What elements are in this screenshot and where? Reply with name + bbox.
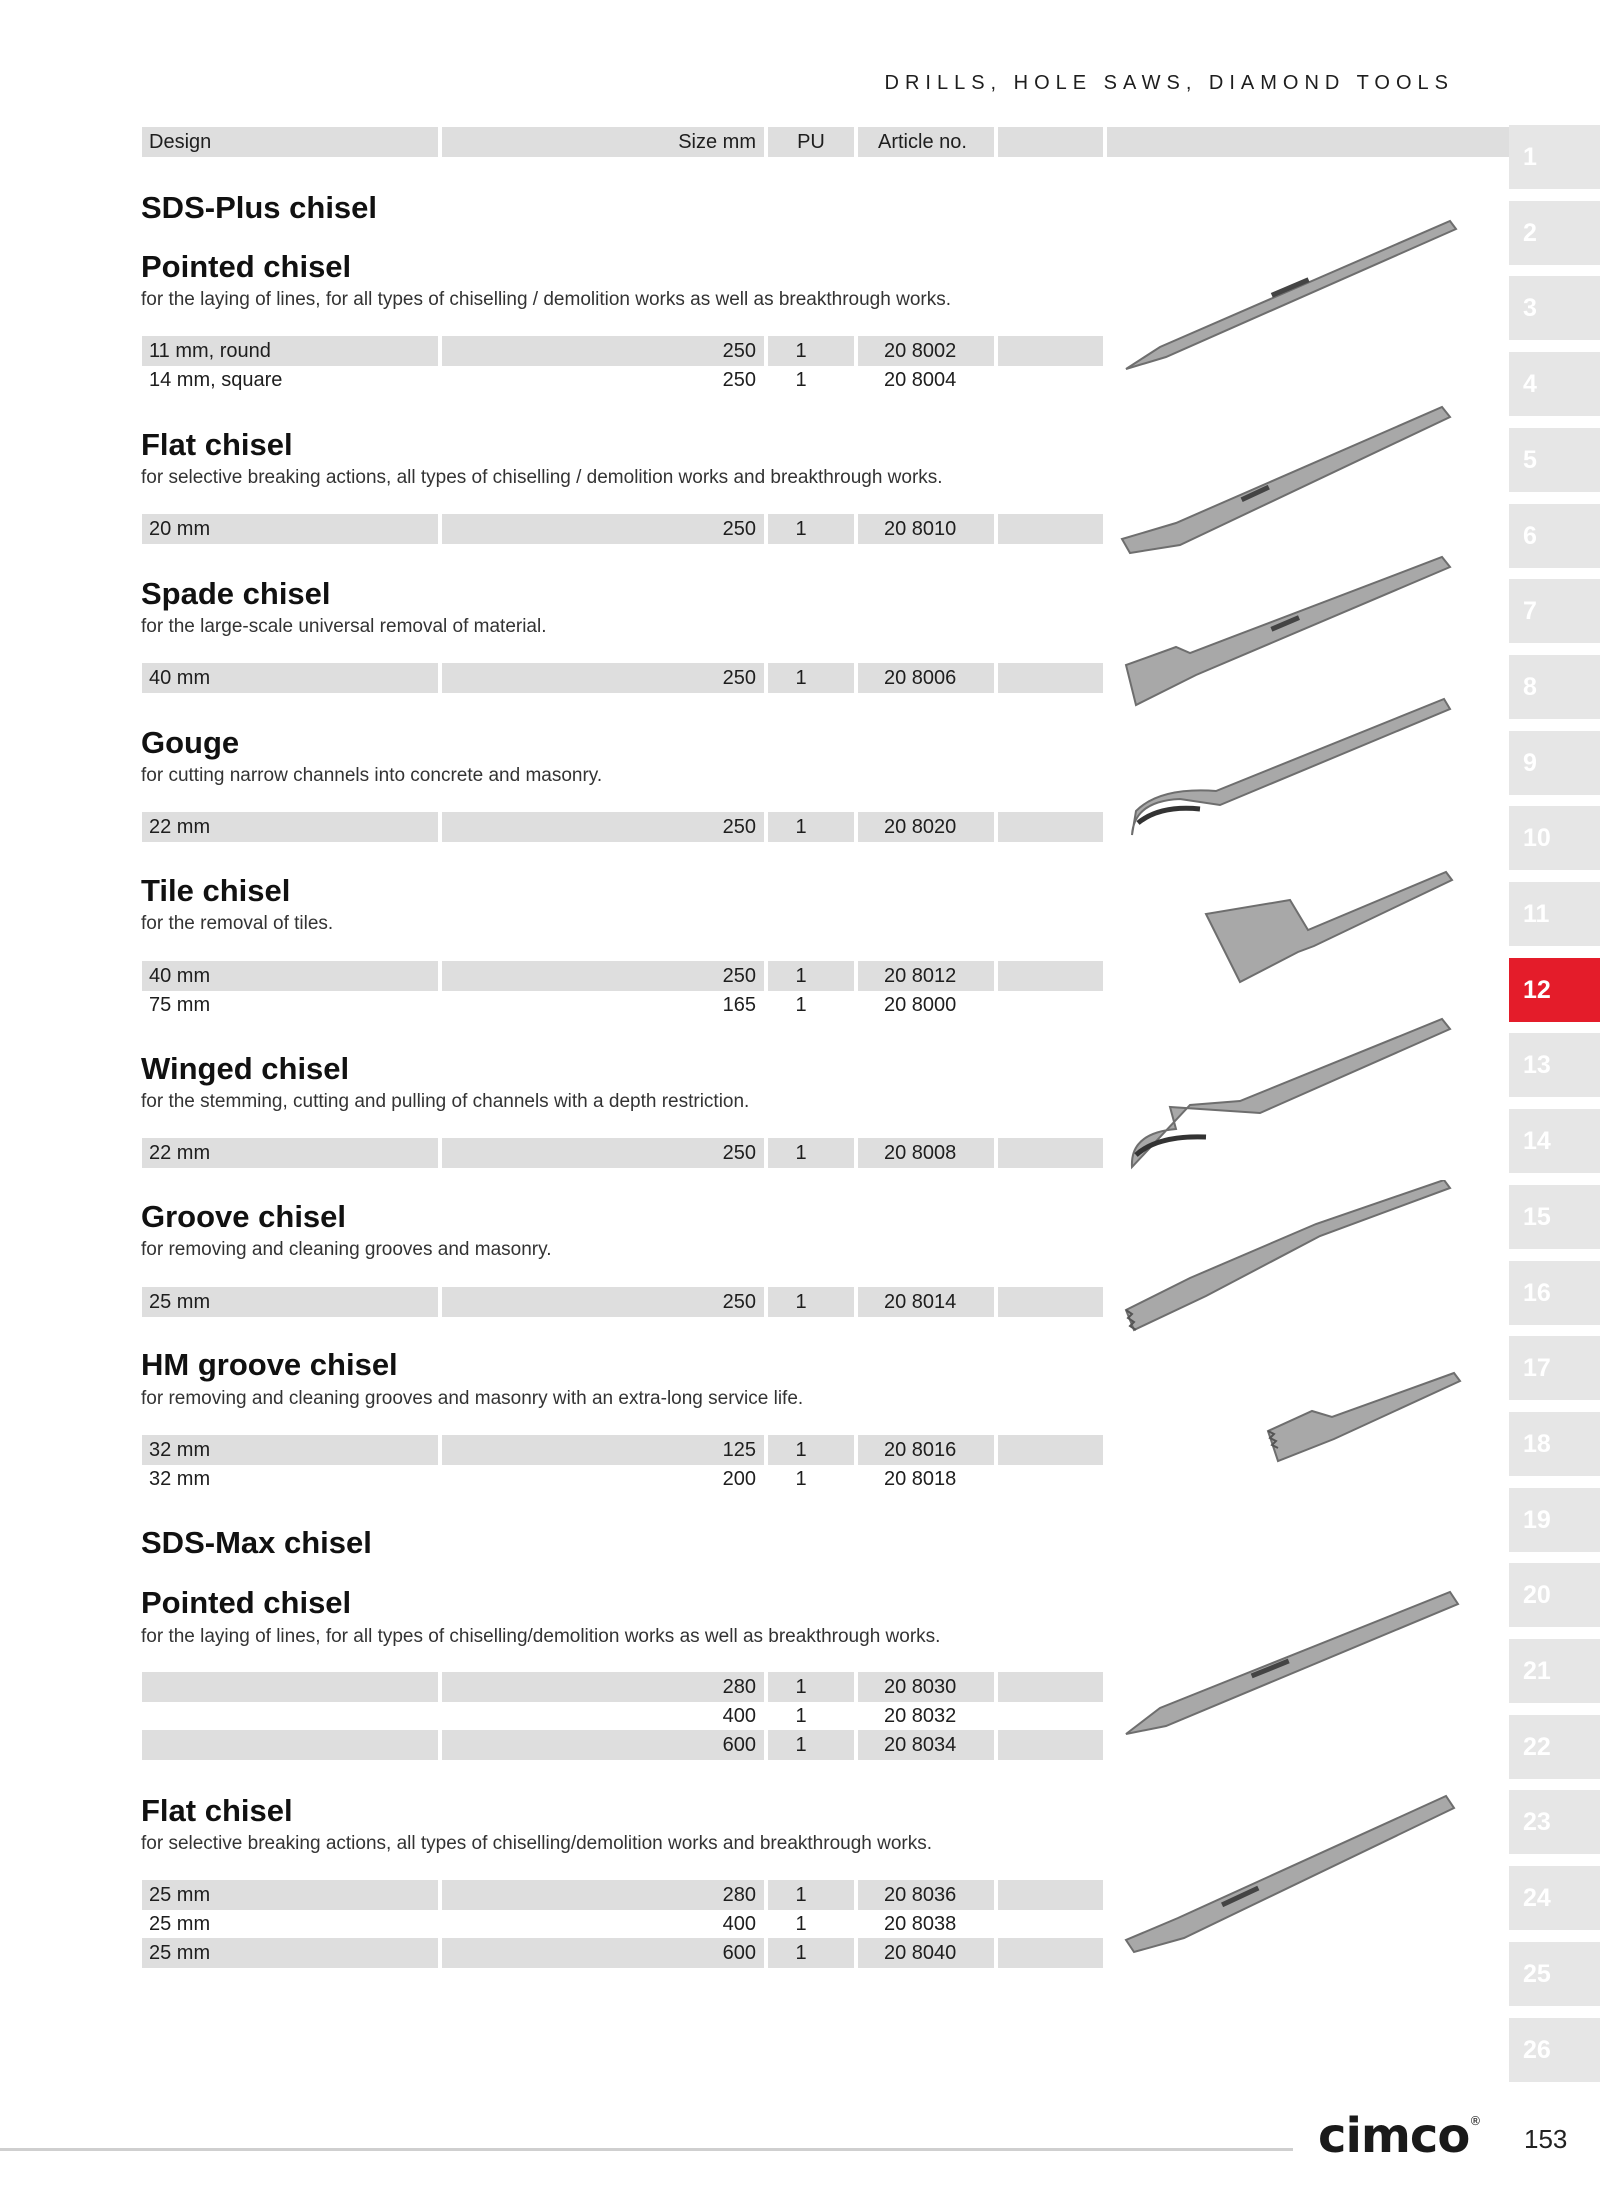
groove-chisel-plus-image [1120, 1180, 1470, 1340]
cell-article: 20 8036 [858, 1880, 994, 1910]
cell-size: 250 [442, 663, 764, 693]
cell-article: 20 8040 [858, 1938, 994, 1968]
cell-design [142, 1672, 438, 1702]
cell-pu: 1 [768, 663, 854, 693]
gouge-plus-image [1120, 695, 1470, 855]
cell-pu: 1 [768, 1138, 854, 1168]
cell-pu: 1 [768, 812, 854, 842]
section-description: for the laying of lines, for all types of chiselling / demolition works as well as breakthrough works. [141, 289, 951, 310]
cell-pu: 1 [768, 1880, 854, 1910]
cell-pu: 1 [768, 961, 854, 991]
cell-size: 280 [442, 1880, 764, 1910]
cell-pu: 1 [768, 1672, 854, 1702]
section-description: for cutting narrow channels into concrete and masonry. [141, 765, 603, 786]
cell-article: 20 8034 [858, 1730, 994, 1760]
cell-size: 250 [442, 961, 764, 991]
section-title: Flat chisel [141, 427, 293, 462]
tab-chapter-4[interactable]: 4 [1509, 352, 1600, 416]
logo-registered-mark: ® [1469, 2114, 1481, 2128]
cell-empty [998, 1701, 1103, 1731]
cell-design: 14 mm, square [149, 369, 283, 391]
cell-design [142, 1701, 438, 1731]
cell-article: 20 8010 [858, 514, 994, 544]
tab-chapter-25[interactable]: 25 [1509, 1942, 1600, 2006]
group-title-sds-max: SDS-Max chisel [141, 1525, 372, 1560]
cell-article: 20 8002 [858, 336, 994, 366]
cell-design: 22 mm [142, 1138, 438, 1168]
group-title-sds-plus: SDS-Plus chisel [141, 190, 378, 225]
column-pu: PU [768, 127, 854, 157]
column-design: Design [142, 127, 438, 157]
tab-chapter-26[interactable]: 26 [1509, 2018, 1600, 2082]
cell-empty [998, 663, 1103, 693]
cell-empty [998, 1287, 1103, 1317]
cell-pu: 1 [768, 514, 854, 544]
tab-chapter-13[interactable]: 13 [1509, 1033, 1600, 1097]
pointed-chisel-max-image [1120, 1590, 1470, 1750]
cell-empty [998, 1464, 1103, 1494]
section-title: Flat chisel [141, 1793, 293, 1828]
cell-empty [998, 1138, 1103, 1168]
hm-groove-chisel-plus-image [1260, 1365, 1470, 1475]
section-description: for removing and cleaning grooves and masonry with an extra-long service life. [141, 1388, 804, 1409]
cell-design: 40 mm [142, 663, 438, 693]
page-number: 153 [1524, 2124, 1568, 2154]
cell-empty [998, 1672, 1103, 1702]
cell-empty [998, 990, 1103, 1020]
cell-empty [998, 1938, 1103, 1968]
footer-divider [0, 2148, 1293, 2151]
section-title: Tile chisel [141, 873, 291, 908]
cell-article: 20 8006 [858, 663, 994, 693]
cell-article: 20 8018 [884, 1468, 957, 1490]
tab-chapter-14[interactable]: 14 [1509, 1109, 1600, 1173]
pointed-chisel-plus-image [1120, 215, 1470, 375]
section-description: for the stemming, cutting and pulling of channels with a depth restriction. [141, 1091, 750, 1112]
section-title: Pointed chisel [141, 249, 352, 284]
cimco-logo [1318, 2108, 1480, 2164]
cell-size: 400 [722, 1913, 756, 1935]
cell-size: 600 [442, 1730, 764, 1760]
cell-empty [998, 514, 1103, 544]
cell-design: 25 mm [142, 1938, 438, 1968]
section-description: for the laying of lines, for all types of chiselling/demolition works as well as breakthrough works. [141, 1626, 941, 1647]
tile-chisel-plus-image [1190, 870, 1470, 990]
cell-article: 20 8012 [858, 961, 994, 991]
cell-empty [998, 1435, 1103, 1465]
section-title: Gouge [141, 725, 240, 760]
tab-chapter-22[interactable]: 22 [1509, 1715, 1600, 1779]
cell-empty [998, 365, 1103, 395]
cell-pu: 1 [768, 1938, 854, 1968]
cell-pu: 1 [768, 1730, 854, 1760]
cell-size: 250 [442, 514, 764, 544]
header-title: DRILLS, HOLE SAWS, DIAMOND TOOLS [884, 72, 1454, 94]
cell-article: 20 8014 [858, 1287, 994, 1317]
tab-chapter-18[interactable]: 18 [1509, 1412, 1600, 1476]
cell-article: 20 8004 [884, 369, 957, 391]
flat-chisel-plus-image [1120, 405, 1470, 565]
cell-article: 20 8008 [858, 1138, 994, 1168]
cell-design: 11 mm, round [142, 336, 438, 366]
cell-design: 25 mm [142, 1880, 438, 1910]
flat-chisel-max-image [1120, 1790, 1470, 1960]
spade-chisel-plus-image [1120, 555, 1470, 715]
section-description: for the removal of tiles. [141, 913, 334, 934]
cell-empty [998, 961, 1103, 991]
tab-chapter-19[interactable]: 19 [1509, 1488, 1600, 1552]
section-title: Spade chisel [141, 576, 331, 611]
cell-design: 32 mm [149, 1468, 211, 1490]
cell-pu: 1 [768, 1287, 854, 1317]
cell-empty [998, 1909, 1103, 1939]
logo-text: cimco [1318, 2108, 1470, 2164]
cell-design: 20 mm [142, 514, 438, 544]
cell-pu: 1 [795, 369, 807, 391]
cell-size: 600 [442, 1938, 764, 1968]
cell-size: 250 [442, 812, 764, 842]
cell-article: 20 8020 [858, 812, 994, 842]
cell-size: 200 [722, 1468, 756, 1490]
cell-design: 25 mm [142, 1287, 438, 1317]
section-description: for selective breaking actions, all types of chiselling/demolition works and breakthrough works. [141, 1833, 933, 1854]
tab-chapter-2[interactable]: 2 [1509, 201, 1600, 265]
section-description: for removing and cleaning grooves and masonry. [141, 1239, 552, 1260]
tab-chapter-21[interactable]: 21 [1509, 1639, 1600, 1703]
cell-pu: 1 [795, 994, 807, 1016]
cell-pu: 1 [768, 336, 854, 366]
column-article: Article no. [858, 127, 994, 157]
cell-size: 250 [442, 336, 764, 366]
section-description: for selective breaking actions, all types of chiselling / demolition works and breakthrough works. [141, 467, 943, 488]
cell-size: 400 [722, 1705, 756, 1727]
cell-design: 25 mm [149, 1913, 211, 1935]
tab-chapter-11[interactable]: 11 [1509, 882, 1600, 946]
cell-article: 20 8030 [858, 1672, 994, 1702]
cell-size: 280 [442, 1672, 764, 1702]
tab-chapter-24[interactable]: 24 [1509, 1866, 1600, 1930]
tab-chapter-10[interactable]: 10 [1509, 806, 1600, 870]
section-title: Winged chisel [141, 1051, 350, 1086]
cell-article: 20 8000 [884, 994, 957, 1016]
tab-chapter-7[interactable]: 7 [1509, 579, 1600, 643]
cell-size: 125 [442, 1435, 764, 1465]
cell-pu: 1 [768, 1435, 854, 1465]
cell-article: 20 8016 [858, 1435, 994, 1465]
column-empty [998, 127, 1103, 157]
cell-empty [998, 1730, 1103, 1760]
section-title: Groove chisel [141, 1199, 347, 1234]
tab-chapter-15[interactable]: 15 [1509, 1185, 1600, 1249]
tab-chapter-12[interactable]: 12 [1509, 958, 1600, 1022]
cell-pu: 1 [795, 1913, 807, 1935]
tab-chapter-9[interactable]: 9 [1509, 731, 1600, 795]
cell-empty [998, 812, 1103, 842]
cell-design [142, 1730, 438, 1760]
cell-article: 20 8038 [884, 1913, 957, 1935]
cell-design: 32 mm [142, 1435, 438, 1465]
tab-chapter-23[interactable]: 23 [1509, 1790, 1600, 1854]
tab-chapter-20[interactable]: 20 [1509, 1563, 1600, 1627]
cell-size: 165 [722, 994, 756, 1016]
tab-chapter-1[interactable]: 1 [1509, 125, 1600, 189]
tab-chapter-17[interactable]: 17 [1509, 1336, 1600, 1400]
section-title: Pointed chisel [141, 1585, 352, 1620]
cell-empty [998, 336, 1103, 366]
winged-chisel-plus-image [1120, 1015, 1470, 1175]
section-title: HM groove chisel [141, 1347, 398, 1382]
section-description: for the large-scale universal removal of material. [141, 616, 547, 637]
cell-article: 20 8032 [884, 1705, 957, 1727]
tab-chapter-6[interactable]: 6 [1509, 504, 1600, 568]
tab-chapter-5[interactable]: 5 [1509, 428, 1600, 492]
tab-chapter-16[interactable]: 16 [1509, 1261, 1600, 1325]
cell-design: 40 mm [142, 961, 438, 991]
tab-chapter-8[interactable]: 8 [1509, 655, 1600, 719]
tab-chapter-3[interactable]: 3 [1509, 276, 1600, 340]
cell-pu: 1 [795, 1468, 807, 1490]
cell-design: 75 mm [149, 994, 211, 1016]
cell-design: 22 mm [142, 812, 438, 842]
cell-size: 250 [442, 1287, 764, 1317]
cell-pu: 1 [795, 1705, 807, 1727]
cell-size: 250 [442, 1138, 764, 1168]
column-size: Size mm [442, 127, 764, 157]
cell-empty [998, 1880, 1103, 1910]
cell-size: 250 [722, 369, 756, 391]
